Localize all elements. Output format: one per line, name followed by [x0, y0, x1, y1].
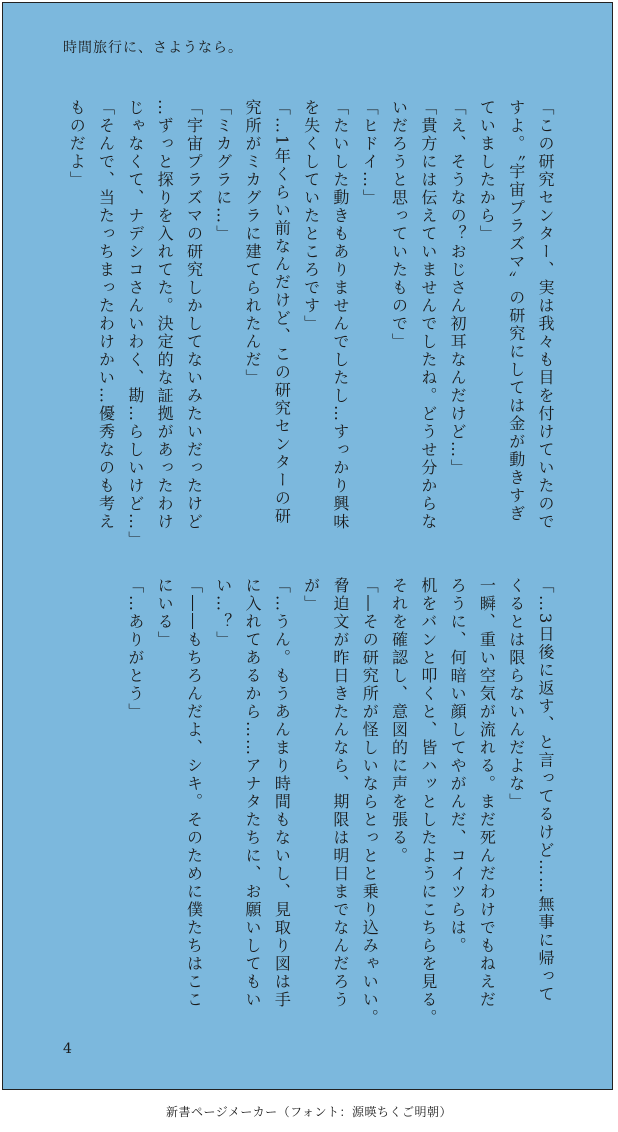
text-line: 「そんで、当たっちまったわけかい…優秀なのも考え: [96, 99, 116, 531]
book-page: [2, 2, 613, 1090]
text-line: にいる」: [155, 577, 175, 649]
text-line: が」: [301, 577, 321, 613]
text-line: い…？」: [213, 577, 233, 649]
text-line: 「…ありがとう」: [125, 577, 145, 721]
text-line: ていましたから」: [477, 99, 497, 243]
footer-credit: 新書ページメーカー（フォント：源暎ちくご明朝）: [165, 1105, 453, 1119]
text-line: を失くしていたところです」: [301, 99, 321, 333]
text-line: 机をバンと叩くと、皆ハッとしたようにこちらを見る。: [418, 577, 438, 1027]
text-line: …ずっと探りを入れてた。決定的な証拠があったわけ: [155, 99, 175, 531]
text-line: 一瞬、重い空気が流れる。まだ死んだわけでもねえだ: [477, 577, 497, 1009]
text-line: 「ミカグラに…」: [213, 99, 233, 243]
body-text-top-block: [62, 99, 560, 549]
text-line: じゃなくて、ナデシコさんいわく、勘…らしいけど…」: [125, 99, 145, 549]
text-line: 究所がミカグラに建てられたんだ」: [243, 99, 263, 387]
text-line: 「…うん。もうあんまり時間もないし、見取り図は手: [272, 577, 292, 1009]
text-line: 脅迫文が昨日きたんなら、期限は明日までなんだろう: [330, 577, 350, 1009]
text-line: すよ。〝宇宙プラズマ〟の研究にしては金が動きすぎ: [506, 99, 526, 523]
text-line: 「宇宙プラズマの研究しかしてないみたいだったけど: [184, 99, 204, 531]
text-line: 「…1年くらい前なんだけど、この研究センターの研: [272, 99, 292, 526]
text-line: に入れてあるから……アナタたちに、お願いしてもい: [243, 577, 263, 1009]
text-line: 「―その研究所が怪しいならとっとと乗り込みゃいい。: [360, 577, 380, 1027]
text-line: 「え、そうなの？おじさん初耳なんだけど…」: [448, 99, 468, 477]
text-line: くるとは限らないんだよな」: [506, 577, 526, 811]
text-line: ろうに、何暗い顔してやがんだ、コイツらは。: [448, 577, 468, 955]
text-line: いだろうと思っていたもので」: [389, 99, 409, 351]
text-line: 「この研究センター、実は我々も目を付けていたので: [536, 99, 555, 531]
text-line: 「…3日後に返す、と言ってるけど……無事に帰って: [536, 577, 555, 1004]
text-line: ものだよ」: [67, 99, 87, 189]
text-line: 「ヒドイ…」: [360, 99, 380, 207]
text-line: 「貴方には伝えていませんでしたね。どうせ分からな: [418, 99, 438, 531]
page-number: 4: [63, 1041, 72, 1057]
running-header-title: 時間旅行に、さようなら。: [63, 40, 243, 56]
text-line: 「――もちろんだよ、シキ。そのために僕たちはここ: [184, 577, 204, 1009]
body-text-bottom-block: [121, 577, 560, 1027]
text-line: 「たいした動きもありませんでしたし…すっかり興味: [330, 99, 350, 531]
text-line: それを確認し、意図的に声を張る。: [389, 577, 409, 865]
